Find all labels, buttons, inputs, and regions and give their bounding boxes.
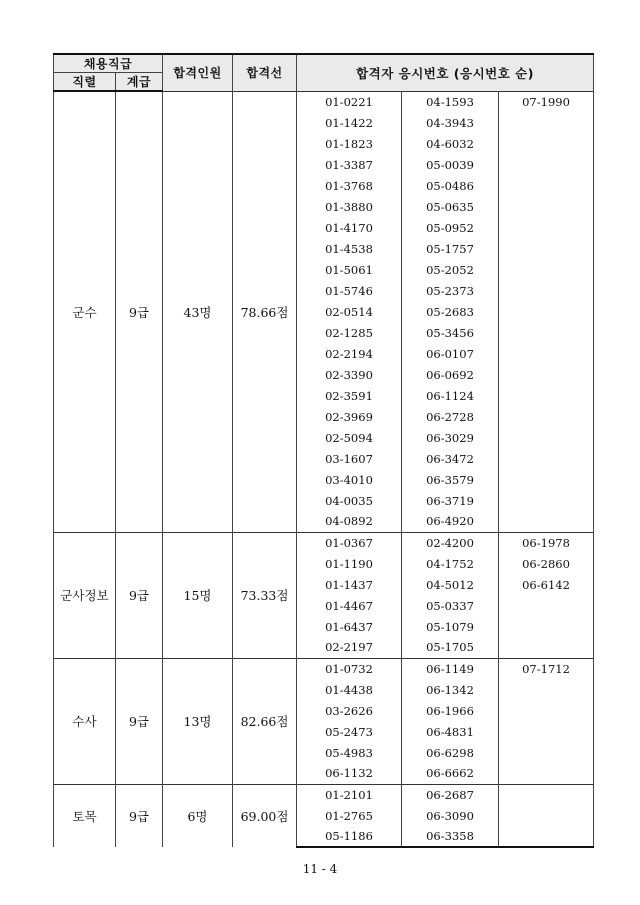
applicant-number <box>499 616 594 637</box>
applicant-number: 04-1593 <box>402 91 499 112</box>
applicant-number <box>499 511 594 532</box>
applicant-number <box>499 448 594 469</box>
applicant-number: 02-1285 <box>297 322 402 343</box>
applicant-number: 02-3591 <box>297 385 402 406</box>
applicant-number: 01-5061 <box>297 259 402 280</box>
grade-cell: 9급 <box>116 91 163 532</box>
applicant-number: 01-4467 <box>297 595 402 616</box>
cutoff-score-cell: 73.33점 <box>233 532 297 658</box>
applicant-number: 06-3358 <box>402 826 499 847</box>
applicant-number: 01-2101 <box>297 784 402 805</box>
applicant-number: 05-1757 <box>402 238 499 259</box>
applicant-number: 05-0635 <box>402 196 499 217</box>
applicant-number: 01-1190 <box>297 553 402 574</box>
applicant-number <box>499 406 594 427</box>
passed-count-cell: 13명 <box>163 658 233 784</box>
applicant-number: 06-6142 <box>499 574 594 595</box>
applicant-number: 01-1437 <box>297 574 402 595</box>
applicant-number: 03-2626 <box>297 700 402 721</box>
grade-cell: 9급 <box>116 784 163 847</box>
cutoff-score-cell: 78.66점 <box>233 91 297 532</box>
applicant-number: 06-1132 <box>297 763 402 784</box>
applicant-number: 02-5094 <box>297 427 402 448</box>
applicant-number: 01-4538 <box>297 238 402 259</box>
applicant-number: 06-0692 <box>402 364 499 385</box>
applicant-number: 02-3969 <box>297 406 402 427</box>
applicant-number: 05-4983 <box>297 742 402 763</box>
applicant-number: 01-1422 <box>297 112 402 133</box>
applicant-number: 02-4200 <box>402 532 499 553</box>
applicant-number <box>499 385 594 406</box>
applicant-number <box>499 322 594 343</box>
applicant-number: 01-3387 <box>297 154 402 175</box>
applicant-number: 06-1342 <box>402 679 499 700</box>
applicant-number <box>499 742 594 763</box>
job-series-cell: 군수 <box>54 91 116 532</box>
applicant-number: 01-3768 <box>297 175 402 196</box>
applicant-number <box>499 343 594 364</box>
header-recruitment-grade: 채용직급 <box>54 54 163 73</box>
applicant-number <box>499 259 594 280</box>
passed-count-cell: 15명 <box>163 532 233 658</box>
applicant-number: 02-3390 <box>297 364 402 385</box>
applicant-number <box>499 721 594 742</box>
applicant-number: 07-1712 <box>499 658 594 679</box>
job-series-cell: 토목 <box>54 784 116 847</box>
applicant-number: 05-0039 <box>402 154 499 175</box>
passer-table <box>53 53 594 848</box>
applicant-number: 01-1823 <box>297 133 402 154</box>
header-cutoff: 합격선 <box>233 54 297 91</box>
applicant-number: 06-3579 <box>402 469 499 490</box>
applicant-number: 06-2687 <box>402 784 499 805</box>
applicant-number: 01-0221 <box>297 91 402 112</box>
applicant-number: 05-2683 <box>402 301 499 322</box>
table-body <box>54 91 594 847</box>
cutoff-score-cell: 69.00점 <box>233 784 297 847</box>
table-row <box>54 784 594 805</box>
applicant-number <box>499 112 594 133</box>
applicant-number: 01-5746 <box>297 280 402 301</box>
grade-cell: 9급 <box>116 658 163 784</box>
applicant-number <box>499 637 594 658</box>
applicant-number: 06-1978 <box>499 532 594 553</box>
applicant-number: 04-1752 <box>402 553 499 574</box>
applicant-number <box>499 154 594 175</box>
applicant-number: 06-0107 <box>402 343 499 364</box>
applicant-number: 01-0732 <box>297 658 402 679</box>
applicant-number: 05-2373 <box>402 280 499 301</box>
applicant-number: 06-2728 <box>402 406 499 427</box>
applicant-number: 05-0486 <box>402 175 499 196</box>
applicant-number: 02-2197 <box>297 637 402 658</box>
page-number: 11 - 4 <box>302 862 338 876</box>
applicant-number: 06-4920 <box>402 511 499 532</box>
applicant-number <box>499 805 594 826</box>
table-row <box>54 91 594 112</box>
applicant-number <box>499 427 594 448</box>
applicant-number: 01-6437 <box>297 616 402 637</box>
applicant-number: 05-1705 <box>402 637 499 658</box>
applicant-number: 01-2765 <box>297 805 402 826</box>
applicant-number: 02-2194 <box>297 343 402 364</box>
applicant-number <box>499 763 594 784</box>
applicant-number: 04-5012 <box>402 574 499 595</box>
applicant-number <box>499 238 594 259</box>
passed-count-cell: 43명 <box>163 91 233 532</box>
applicant-number <box>499 679 594 700</box>
applicant-number <box>499 133 594 154</box>
applicant-number: 05-0337 <box>402 595 499 616</box>
applicant-number: 01-3880 <box>297 196 402 217</box>
applicant-number: 06-3472 <box>402 448 499 469</box>
applicant-number <box>499 490 594 511</box>
applicant-number: 06-2860 <box>499 553 594 574</box>
applicant-number: 01-4170 <box>297 217 402 238</box>
header-passer-numbers: 합격자 응시번호 (응시번호 순) <box>297 54 594 91</box>
applicant-number: 01-4438 <box>297 679 402 700</box>
applicant-number <box>499 196 594 217</box>
applicant-number: 06-4831 <box>402 721 499 742</box>
grade-cell: 9급 <box>116 532 163 658</box>
job-series-cell: 수사 <box>54 658 116 784</box>
applicant-number: 06-1966 <box>402 700 499 721</box>
header-job-series: 직렬 <box>54 73 116 92</box>
applicant-number <box>499 469 594 490</box>
applicant-number <box>499 700 594 721</box>
header-grade: 계급 <box>116 73 163 92</box>
applicant-number: 06-3029 <box>402 427 499 448</box>
applicant-number: 05-0952 <box>402 217 499 238</box>
applicant-number: 03-4010 <box>297 469 402 490</box>
table-header <box>54 54 594 91</box>
applicant-number <box>499 280 594 301</box>
applicant-number: 05-3456 <box>402 322 499 343</box>
applicant-number: 06-3719 <box>402 490 499 511</box>
applicant-number: 05-2473 <box>297 721 402 742</box>
applicant-number: 05-1079 <box>402 616 499 637</box>
applicant-number <box>499 784 594 805</box>
applicant-number: 04-0035 <box>297 490 402 511</box>
applicant-number: 04-6032 <box>402 133 499 154</box>
cutoff-score-cell: 82.66점 <box>233 658 297 784</box>
applicant-number <box>499 301 594 322</box>
applicant-number: 05-1186 <box>297 826 402 847</box>
applicant-number <box>499 217 594 238</box>
applicant-number: 06-1124 <box>402 385 499 406</box>
applicant-number: 04-3943 <box>402 112 499 133</box>
applicant-number <box>499 175 594 196</box>
applicant-number: 02-0514 <box>297 301 402 322</box>
applicant-number <box>499 595 594 616</box>
applicant-number: 05-2052 <box>402 259 499 280</box>
header-num-passed: 합격인원 <box>163 54 233 91</box>
applicant-number <box>499 364 594 385</box>
table-row <box>54 532 594 553</box>
applicant-number: 06-3090 <box>402 805 499 826</box>
passed-count-cell: 6명 <box>163 784 233 847</box>
job-series-cell: 군사정보 <box>54 532 116 658</box>
applicant-number: 03-1607 <box>297 448 402 469</box>
applicant-number: 06-6662 <box>402 763 499 784</box>
table-row <box>54 658 594 679</box>
applicant-number: 07-1990 <box>499 91 594 112</box>
applicant-number: 06-1149 <box>402 658 499 679</box>
applicant-number: 04-0892 <box>297 511 402 532</box>
applicant-number: 06-6298 <box>402 742 499 763</box>
applicant-number: 01-0367 <box>297 532 402 553</box>
applicant-number <box>499 826 594 847</box>
